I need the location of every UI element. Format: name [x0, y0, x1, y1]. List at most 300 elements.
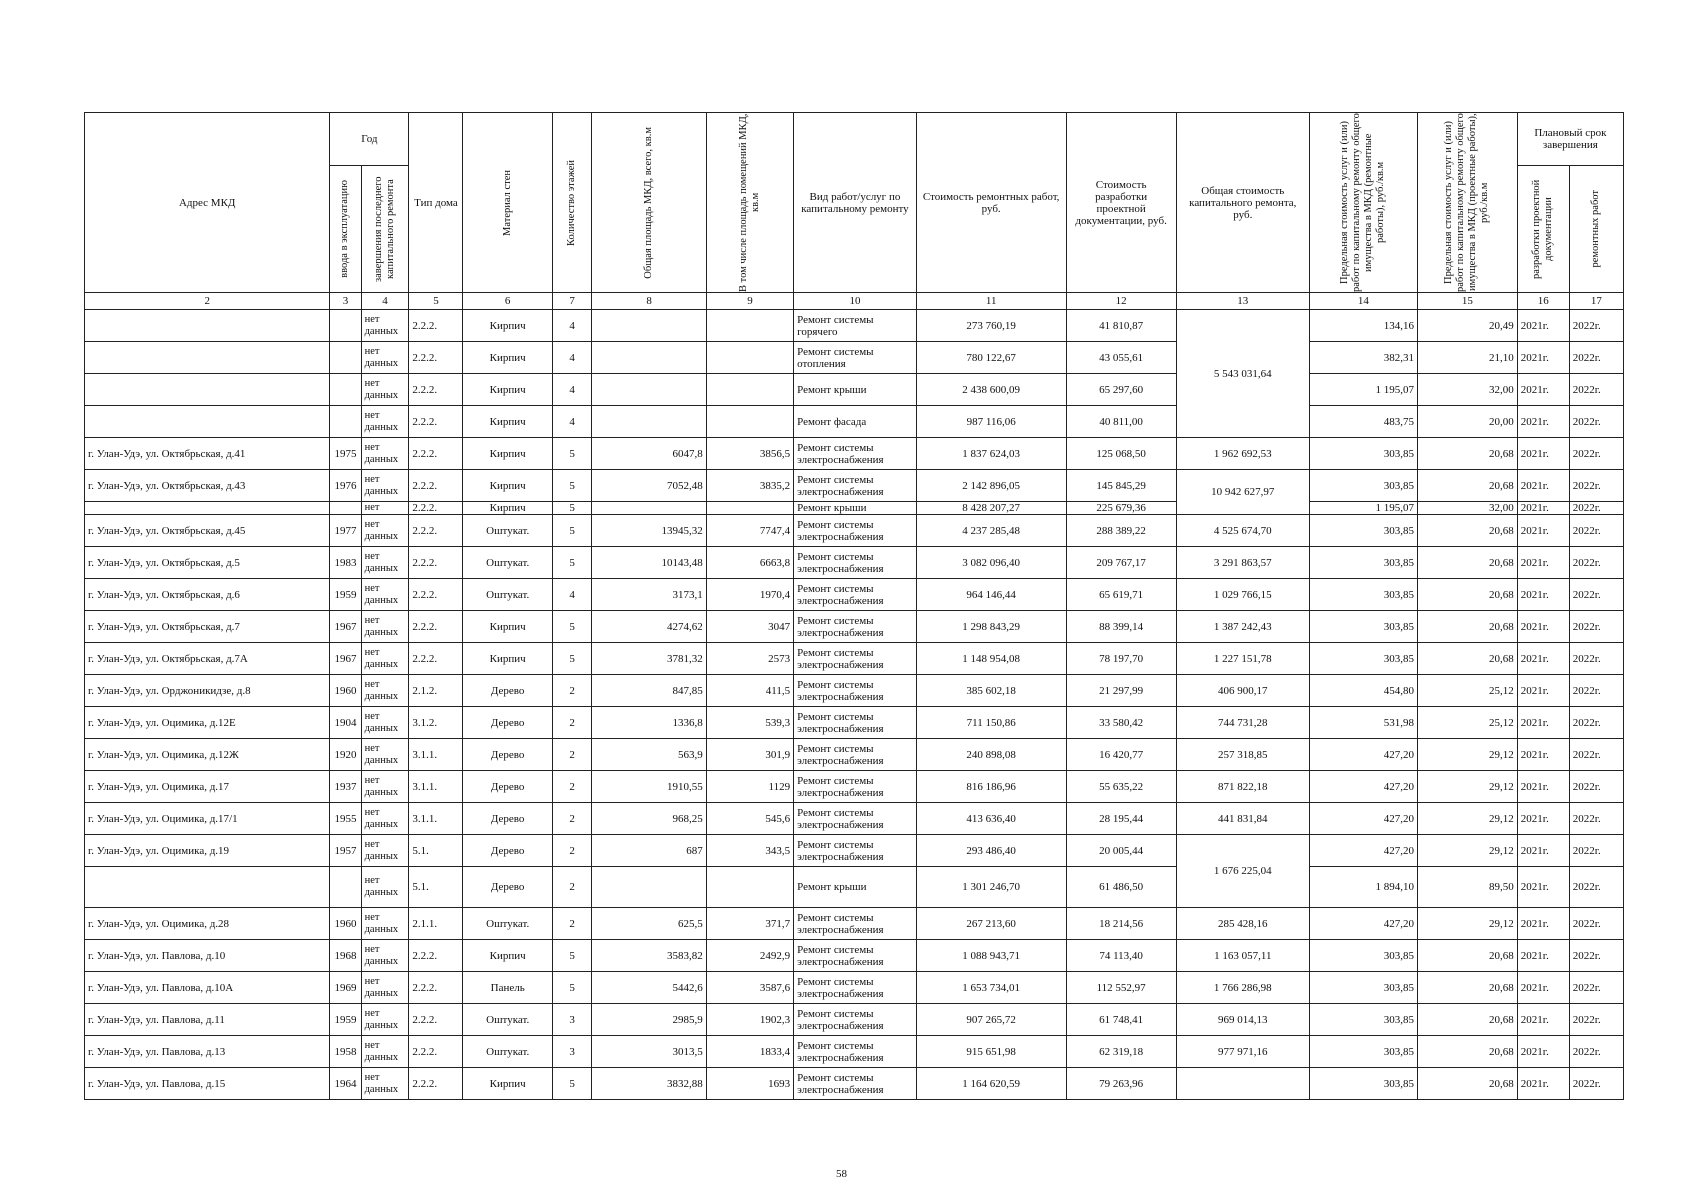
design-cost-cell: 40 811,00 [1066, 406, 1176, 438]
term-repair-cell: 2022г. [1569, 310, 1623, 342]
wall-material-cell: Панель [463, 972, 552, 1004]
work-type-cell: Ремонт системы электроснабжения [794, 803, 917, 835]
limit-repair-cell: 1 195,07 [1309, 374, 1417, 406]
year-commission-cell: 1977 [330, 515, 361, 547]
floors-cell: 5 [552, 940, 592, 972]
premises-area-cell: 545,6 [706, 803, 793, 835]
address-cell: г. Улан-Удэ, ул. Октябрьская, д.45 [85, 515, 330, 547]
limit-repair-cell: 303,85 [1309, 611, 1417, 643]
limit-design-cell: 29,12 [1417, 739, 1517, 771]
address-cell: г. Улан-Удэ, ул. Оцимика, д.12Е [85, 707, 330, 739]
year-last-repair-cell: нет данных [361, 972, 409, 1004]
floors-cell: 5 [552, 438, 592, 470]
header-address: Адрес МКД [85, 113, 330, 293]
term-design-cell: 2021г. [1517, 1068, 1569, 1100]
header-house-type: Тип дома [409, 113, 463, 293]
total-cost-cell: 1 766 286,98 [1176, 972, 1309, 1004]
year-last-repair-cell: нет данных [361, 803, 409, 835]
work-type-cell: Ремонт системы электроснабжения [794, 515, 917, 547]
work-type-cell: Ремонт системы электроснабжения [794, 643, 917, 675]
work-type-cell: Ремонт крыши [794, 502, 917, 515]
limit-design-cell: 20,49 [1417, 310, 1517, 342]
floors-cell: 5 [552, 547, 592, 579]
limit-design-cell: 25,12 [1417, 675, 1517, 707]
limit-repair-cell: 303,85 [1309, 547, 1417, 579]
work-type-cell: Ремонт системы электроснабжения [794, 1004, 917, 1036]
year-commission-cell: 1959 [330, 1004, 361, 1036]
address-cell [85, 342, 330, 374]
limit-design-cell: 29,12 [1417, 803, 1517, 835]
repair-cost-cell: 8 428 207,27 [916, 502, 1066, 515]
address-cell: г. Улан-Удэ, ул. Оцимика, д.28 [85, 908, 330, 940]
limit-design-cell: 20,00 [1417, 406, 1517, 438]
repair-cost-cell: 711 150,86 [916, 707, 1066, 739]
column-numbers-row [85, 293, 1624, 310]
total-area-cell [592, 406, 706, 438]
year-commission-cell [330, 342, 361, 374]
term-design-cell: 2021г. [1517, 342, 1569, 374]
total-area-cell: 7052,48 [592, 470, 706, 502]
floors-cell: 2 [552, 771, 592, 803]
table-row [85, 908, 1624, 940]
col-number: 12 [1066, 293, 1176, 310]
table-row [85, 867, 1624, 908]
repair-register-table [84, 112, 1624, 1100]
wall-material-cell: Оштукат. [463, 579, 552, 611]
premises-area-cell: 3587,6 [706, 972, 793, 1004]
address-cell: г. Улан-Удэ, ул. Павлова, д.10А [85, 972, 330, 1004]
term-design-cell: 2021г. [1517, 771, 1569, 803]
header-repair-cost: Стоимость ремонтных работ, руб. [916, 113, 1066, 293]
limit-design-cell: 29,12 [1417, 835, 1517, 867]
total-area-cell: 968,25 [592, 803, 706, 835]
year-last-repair-cell: нет данных [361, 867, 409, 908]
limit-repair-cell: 303,85 [1309, 470, 1417, 502]
header-planned-term: Плановый срок завершения [1517, 113, 1623, 166]
table-row [85, 1004, 1624, 1036]
work-type-cell: Ремонт системы электроснабжения [794, 972, 917, 1004]
floors-cell: 5 [552, 972, 592, 1004]
limit-design-cell: 32,00 [1417, 502, 1517, 515]
house-type-cell: 2.2.2. [409, 611, 463, 643]
limit-design-cell: 20,68 [1417, 1004, 1517, 1036]
total-cost-cell: 257 318,85 [1176, 739, 1309, 771]
wall-material-cell: Оштукат. [463, 1004, 552, 1036]
limit-repair-cell: 454,80 [1309, 675, 1417, 707]
floors-cell: 5 [552, 470, 592, 502]
design-cost-cell: 33 580,42 [1066, 707, 1176, 739]
work-type-cell: Ремонт системы электроснабжения [794, 1068, 917, 1100]
total-area-cell: 3013,5 [592, 1036, 706, 1068]
design-cost-cell: 61 748,41 [1066, 1004, 1176, 1036]
wall-material-cell: Дерево [463, 707, 552, 739]
work-type-cell: Ремонт крыши [794, 374, 917, 406]
limit-repair-cell: 303,85 [1309, 515, 1417, 547]
total-area-cell: 3583,82 [592, 940, 706, 972]
repair-cost-cell: 780 122,67 [916, 342, 1066, 374]
table-row [85, 502, 1624, 515]
wall-material-cell: Дерево [463, 675, 552, 707]
term-design-cell: 2021г. [1517, 803, 1569, 835]
limit-design-cell: 20,68 [1417, 1068, 1517, 1100]
repair-cost-cell: 385 602,18 [916, 675, 1066, 707]
year-last-repair-cell: нет данных [361, 515, 409, 547]
address-cell [85, 406, 330, 438]
limit-design-cell: 20,68 [1417, 643, 1517, 675]
repair-cost-cell: 816 186,96 [916, 771, 1066, 803]
total-area-cell: 5442,6 [592, 972, 706, 1004]
total-cost-cell: 285 428,16 [1176, 908, 1309, 940]
repair-cost-cell: 1 301 246,70 [916, 867, 1066, 908]
total-cost-cell: 871 822,18 [1176, 771, 1309, 803]
repair-cost-cell: 1 088 943,71 [916, 940, 1066, 972]
col-number: 4 [361, 293, 409, 310]
year-last-repair-cell: нет данных [361, 908, 409, 940]
wall-material-cell: Оштукат. [463, 908, 552, 940]
design-cost-cell: 79 263,96 [1066, 1068, 1176, 1100]
total-area-cell: 2985,9 [592, 1004, 706, 1036]
header-total-area: Общая площадь МКД, всего, кв.м [592, 113, 706, 293]
table-row [85, 1068, 1624, 1100]
address-cell: г. Улан-Удэ, ул. Октябрьская, д.5 [85, 547, 330, 579]
design-cost-cell: 16 420,77 [1066, 739, 1176, 771]
total-cost-cell: 1 029 766,15 [1176, 579, 1309, 611]
premises-area-cell: 411,5 [706, 675, 793, 707]
table-row [85, 803, 1624, 835]
year-commission-cell: 1967 [330, 643, 361, 675]
year-last-repair-cell: нет данных [361, 547, 409, 579]
floors-cell: 3 [552, 1036, 592, 1068]
house-type-cell: 3.1.2. [409, 707, 463, 739]
total-area-cell [592, 374, 706, 406]
term-repair-cell: 2022г. [1569, 972, 1623, 1004]
house-type-cell: 2.2.2. [409, 972, 463, 1004]
floors-cell: 3 [552, 1004, 592, 1036]
floors-cell: 2 [552, 908, 592, 940]
limit-repair-cell: 134,16 [1309, 310, 1417, 342]
term-repair-cell: 2022г. [1569, 438, 1623, 470]
header-term-design: разработки проектной документации [1517, 166, 1569, 293]
table-row [85, 342, 1624, 374]
work-type-cell: Ремонт системы электроснабжения [794, 579, 917, 611]
wall-material-cell: Оштукат. [463, 547, 552, 579]
repair-cost-cell: 1 837 624,03 [916, 438, 1066, 470]
term-design-cell: 2021г. [1517, 835, 1569, 867]
floors-cell: 5 [552, 643, 592, 675]
term-design-cell: 2021г. [1517, 579, 1569, 611]
year-commission-cell: 1955 [330, 803, 361, 835]
term-design-cell: 2021г. [1517, 940, 1569, 972]
col-number: 9 [706, 293, 793, 310]
design-cost-cell: 145 845,29 [1066, 470, 1176, 502]
term-repair-cell: 2022г. [1569, 908, 1623, 940]
limit-repair-cell: 427,20 [1309, 908, 1417, 940]
total-area-cell [592, 310, 706, 342]
house-type-cell: 2.2.2. [409, 406, 463, 438]
address-cell: г. Улан-Удэ, ул. Октябрьская, д.41 [85, 438, 330, 470]
house-type-cell: 2.2.2. [409, 470, 463, 502]
header-work-type: Вид работ/услуг по капитальному ремонту [794, 113, 917, 293]
house-type-cell: 2.2.2. [409, 1004, 463, 1036]
work-type-cell: Ремонт системы электроснабжения [794, 675, 917, 707]
year-last-repair-cell: нет данных [361, 1068, 409, 1100]
term-repair-cell: 2022г. [1569, 1004, 1623, 1036]
address-cell: г. Улан-Удэ, ул. Октябрьская, д.7А [85, 643, 330, 675]
year-last-repair-cell: нет данных [361, 342, 409, 374]
total-cost-cell: 441 831,84 [1176, 803, 1309, 835]
design-cost-cell: 74 113,40 [1066, 940, 1176, 972]
limit-repair-cell: 1 894,10 [1309, 867, 1417, 908]
limit-repair-cell: 427,20 [1309, 803, 1417, 835]
term-design-cell: 2021г. [1517, 515, 1569, 547]
header-wall-material: Материал стен [463, 113, 552, 293]
limit-repair-cell: 427,20 [1309, 739, 1417, 771]
col-number: 13 [1176, 293, 1309, 310]
design-cost-cell: 18 214,56 [1066, 908, 1176, 940]
total-area-cell: 3832,88 [592, 1068, 706, 1100]
term-design-cell: 2021г. [1517, 867, 1569, 908]
premises-area-cell [706, 867, 793, 908]
limit-repair-cell: 303,85 [1309, 972, 1417, 1004]
total-area-cell: 1336,8 [592, 707, 706, 739]
term-design-cell: 2021г. [1517, 972, 1569, 1004]
wall-material-cell: Оштукат. [463, 515, 552, 547]
design-cost-cell: 41 810,87 [1066, 310, 1176, 342]
premises-area-cell: 1693 [706, 1068, 793, 1100]
floors-cell: 4 [552, 310, 592, 342]
table-row [85, 406, 1624, 438]
floors-cell: 2 [552, 835, 592, 867]
limit-design-cell: 25,12 [1417, 707, 1517, 739]
total-cost-cell: 1 387 242,43 [1176, 611, 1309, 643]
address-cell: г. Улан-Удэ, ул. Оцимика, д.17/1 [85, 803, 330, 835]
floors-cell: 4 [552, 579, 592, 611]
header-term-repair: ремонтных работ [1569, 166, 1623, 293]
repair-cost-cell: 1 164 620,59 [916, 1068, 1066, 1100]
house-type-cell: 2.2.2. [409, 643, 463, 675]
work-type-cell: Ремонт системы электроснабжения [794, 771, 917, 803]
work-type-cell: Ремонт системы горячего [794, 310, 917, 342]
wall-material-cell: Кирпич [463, 438, 552, 470]
wall-material-cell: Кирпич [463, 310, 552, 342]
total-area-cell: 13945,32 [592, 515, 706, 547]
limit-repair-cell: 303,85 [1309, 1036, 1417, 1068]
limit-repair-cell: 483,75 [1309, 406, 1417, 438]
limit-design-cell: 20,68 [1417, 579, 1517, 611]
year-last-repair-cell: нет данных [361, 1036, 409, 1068]
year-last-repair-cell: нет данных [361, 611, 409, 643]
year-commission-cell: 1904 [330, 707, 361, 739]
year-commission-cell: 1975 [330, 438, 361, 470]
address-cell [85, 310, 330, 342]
work-type-cell: Ремонт системы электроснабжения [794, 611, 917, 643]
header-floors: Количество этажей [552, 113, 592, 293]
address-cell [85, 867, 330, 908]
premises-area-cell: 2573 [706, 643, 793, 675]
house-type-cell: 2.2.2. [409, 502, 463, 515]
house-type-cell: 2.2.2. [409, 374, 463, 406]
term-design-cell: 2021г. [1517, 643, 1569, 675]
col-number: 10 [794, 293, 917, 310]
limit-repair-cell: 303,85 [1309, 643, 1417, 675]
term-repair-cell: 2022г. [1569, 739, 1623, 771]
repair-cost-cell: 293 486,40 [916, 835, 1066, 867]
premises-area-cell: 6663,8 [706, 547, 793, 579]
term-repair-cell: 2022г. [1569, 502, 1623, 515]
repair-cost-cell: 1 653 734,01 [916, 972, 1066, 1004]
design-cost-cell: 55 635,22 [1066, 771, 1176, 803]
total-area-cell: 625,5 [592, 908, 706, 940]
house-type-cell: 2.1.2. [409, 675, 463, 707]
term-repair-cell: 2022г. [1569, 675, 1623, 707]
term-design-cell: 2021г. [1517, 1004, 1569, 1036]
year-commission-cell [330, 502, 361, 515]
house-type-cell: 3.1.1. [409, 771, 463, 803]
floors-cell: 5 [552, 515, 592, 547]
total-cost-cell: 406 900,17 [1176, 675, 1309, 707]
year-last-repair-cell: нет данных [361, 835, 409, 867]
address-cell: г. Улан-Удэ, ул. Оцимика, д.12Ж [85, 739, 330, 771]
table-row [85, 835, 1624, 867]
house-type-cell: 2.2.2. [409, 579, 463, 611]
year-commission-cell [330, 310, 361, 342]
table-row [85, 1036, 1624, 1068]
term-repair-cell: 2022г. [1569, 611, 1623, 643]
house-type-cell: 2.2.2. [409, 547, 463, 579]
col-number: 8 [592, 293, 706, 310]
col-number: 6 [463, 293, 552, 310]
address-cell: г. Улан-Удэ, ул. Оцимика, д.19 [85, 835, 330, 867]
limit-design-cell: 20,68 [1417, 547, 1517, 579]
repair-cost-cell: 240 898,08 [916, 739, 1066, 771]
year-last-repair-cell: нет данных [361, 470, 409, 502]
table-row [85, 643, 1624, 675]
wall-material-cell: Кирпич [463, 470, 552, 502]
design-cost-cell: 112 552,97 [1066, 972, 1176, 1004]
table-row [85, 438, 1624, 470]
limit-repair-cell: 427,20 [1309, 835, 1417, 867]
year-commission-cell: 1968 [330, 940, 361, 972]
limit-repair-cell: 303,85 [1309, 940, 1417, 972]
term-repair-cell: 2022г. [1569, 643, 1623, 675]
limit-repair-cell: 303,85 [1309, 1068, 1417, 1100]
term-design-cell: 2021г. [1517, 675, 1569, 707]
limit-design-cell: 20,68 [1417, 1036, 1517, 1068]
year-commission-cell: 1967 [330, 611, 361, 643]
floors-cell: 5 [552, 611, 592, 643]
page-number: 58 [836, 1168, 847, 1180]
year-commission-cell: 1976 [330, 470, 361, 502]
total-area-cell [592, 867, 706, 908]
premises-area-cell: 301,9 [706, 739, 793, 771]
design-cost-cell: 61 486,50 [1066, 867, 1176, 908]
premises-area-cell: 3835,2 [706, 470, 793, 502]
wall-material-cell: Дерево [463, 771, 552, 803]
merged-total-cost-cell: 5 543 031,64 [1176, 310, 1309, 438]
limit-design-cell: 32,00 [1417, 374, 1517, 406]
limit-repair-cell: 427,20 [1309, 771, 1417, 803]
limit-design-cell: 20,68 [1417, 515, 1517, 547]
design-cost-cell: 209 767,17 [1066, 547, 1176, 579]
wall-material-cell: Кирпич [463, 1068, 552, 1100]
term-repair-cell: 2022г. [1569, 470, 1623, 502]
work-type-cell: Ремонт системы электроснабжения [794, 940, 917, 972]
year-last-repair-cell: нет данных [361, 310, 409, 342]
work-type-cell: Ремонт системы отопления [794, 342, 917, 374]
term-design-cell: 2021г. [1517, 547, 1569, 579]
premises-area-cell: 343,5 [706, 835, 793, 867]
term-design-cell: 2021г. [1517, 611, 1569, 643]
design-cost-cell: 65 619,71 [1066, 579, 1176, 611]
total-area-cell: 6047,8 [592, 438, 706, 470]
table-row [85, 940, 1624, 972]
total-area-cell: 4274,62 [592, 611, 706, 643]
house-type-cell: 2.2.2. [409, 940, 463, 972]
year-last-repair-cell: нет данных [361, 675, 409, 707]
floors-cell: 4 [552, 342, 592, 374]
year-commission-cell [330, 406, 361, 438]
table-row [85, 310, 1624, 342]
repair-cost-cell: 2 438 600,09 [916, 374, 1066, 406]
floors-cell: 4 [552, 406, 592, 438]
term-design-cell: 2021г. [1517, 908, 1569, 940]
wall-material-cell: Дерево [463, 835, 552, 867]
wall-material-cell: Кирпич [463, 611, 552, 643]
limit-repair-cell: 303,85 [1309, 438, 1417, 470]
repair-cost-cell: 1 298 843,29 [916, 611, 1066, 643]
premises-area-cell: 3047 [706, 611, 793, 643]
limit-design-cell: 20,68 [1417, 470, 1517, 502]
design-cost-cell: 78 197,70 [1066, 643, 1176, 675]
wall-material-cell: Кирпич [463, 406, 552, 438]
house-type-cell: 5.1. [409, 835, 463, 867]
limit-design-cell: 20,68 [1417, 940, 1517, 972]
wall-material-cell: Дерево [463, 739, 552, 771]
term-repair-cell: 2022г. [1569, 1036, 1623, 1068]
floors-cell: 2 [552, 739, 592, 771]
work-type-cell: Ремонт системы электроснабжения [794, 739, 917, 771]
work-type-cell: Ремонт системы электроснабжения [794, 707, 917, 739]
term-repair-cell: 2022г. [1569, 515, 1623, 547]
premises-area-cell: 7747,4 [706, 515, 793, 547]
limit-repair-cell: 531,98 [1309, 707, 1417, 739]
header-total-cost: Общая стоимость капитального ремонта, руб. [1176, 113, 1309, 293]
design-cost-cell: 43 055,61 [1066, 342, 1176, 374]
floors-cell: 2 [552, 675, 592, 707]
house-type-cell: 5.1. [409, 867, 463, 908]
year-commission-cell: 1983 [330, 547, 361, 579]
year-last-repair-cell: нет данных [361, 406, 409, 438]
term-design-cell: 2021г. [1517, 438, 1569, 470]
address-cell: г. Улан-Удэ, ул. Павлова, д.11 [85, 1004, 330, 1036]
design-cost-cell: 88 399,14 [1066, 611, 1176, 643]
total-cost-cell: 969 014,13 [1176, 1004, 1309, 1036]
year-commission-cell: 1959 [330, 579, 361, 611]
table-row [85, 547, 1624, 579]
col-number: 2 [85, 293, 330, 310]
floors-cell: 5 [552, 1068, 592, 1100]
table-row [85, 972, 1624, 1004]
wall-material-cell: Кирпич [463, 502, 552, 515]
repair-cost-cell: 413 636,40 [916, 803, 1066, 835]
address-cell: г. Улан-Удэ, ул. Павлова, д.10 [85, 940, 330, 972]
limit-design-cell: 21,10 [1417, 342, 1517, 374]
term-design-cell: 2021г. [1517, 1036, 1569, 1068]
total-area-cell: 687 [592, 835, 706, 867]
year-commission-cell: 1958 [330, 1036, 361, 1068]
repair-cost-cell: 1 148 954,08 [916, 643, 1066, 675]
house-type-cell: 2.2.2. [409, 1068, 463, 1100]
